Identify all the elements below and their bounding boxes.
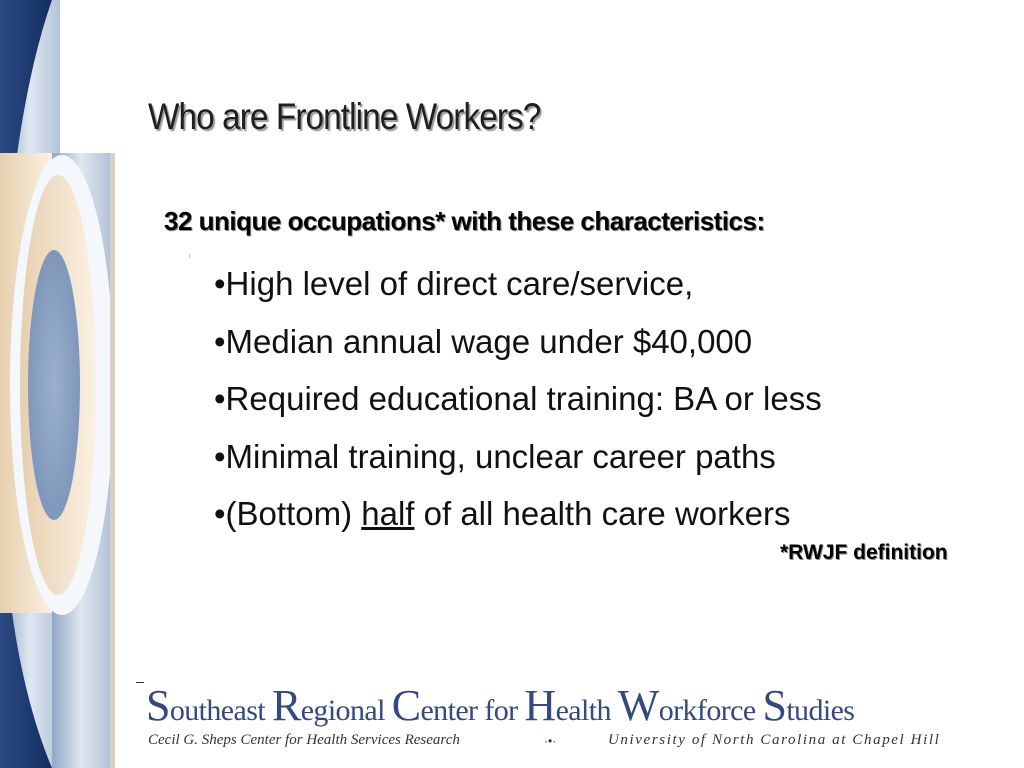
logo-subtitle-left: Cecil G. Sheps Center for Health Services Research bbox=[148, 732, 460, 748]
list-item: •Median annual wage under $40,000 bbox=[214, 322, 753, 360]
footnote: *RWJF definition bbox=[780, 541, 948, 564]
logo-subtitle-right: University of North Carolina at Chapel Hill bbox=[608, 732, 941, 748]
list-item bbox=[214, 485, 822, 543]
list-item: •Required educational training: BA or less bbox=[214, 380, 822, 417]
stray-mark bbox=[189, 254, 190, 258]
logo-separator: ·•· bbox=[544, 734, 557, 748]
decorative-side-band bbox=[0, 0, 115, 768]
logo-dash bbox=[136, 682, 144, 683]
slide-title: Who are Frontline Workers? bbox=[148, 96, 541, 137]
characteristics-list bbox=[214, 255, 822, 543]
list-item: •High level of direct care/service, bbox=[214, 265, 694, 302]
list-item: •Minimal training, unclear career paths bbox=[214, 437, 776, 475]
logo-title: Southeast Regional Center for Health Workforce Studies bbox=[146, 681, 855, 730]
underlined-word: half bbox=[361, 495, 415, 532]
slide-subtitle: 32 unique occupations* with these characteristics: bbox=[164, 206, 765, 236]
list-item-prefix: •(Bottom) bbox=[214, 495, 362, 532]
list-item-suffix: of all health care workers bbox=[414, 495, 791, 532]
organization-logo bbox=[136, 676, 976, 766]
